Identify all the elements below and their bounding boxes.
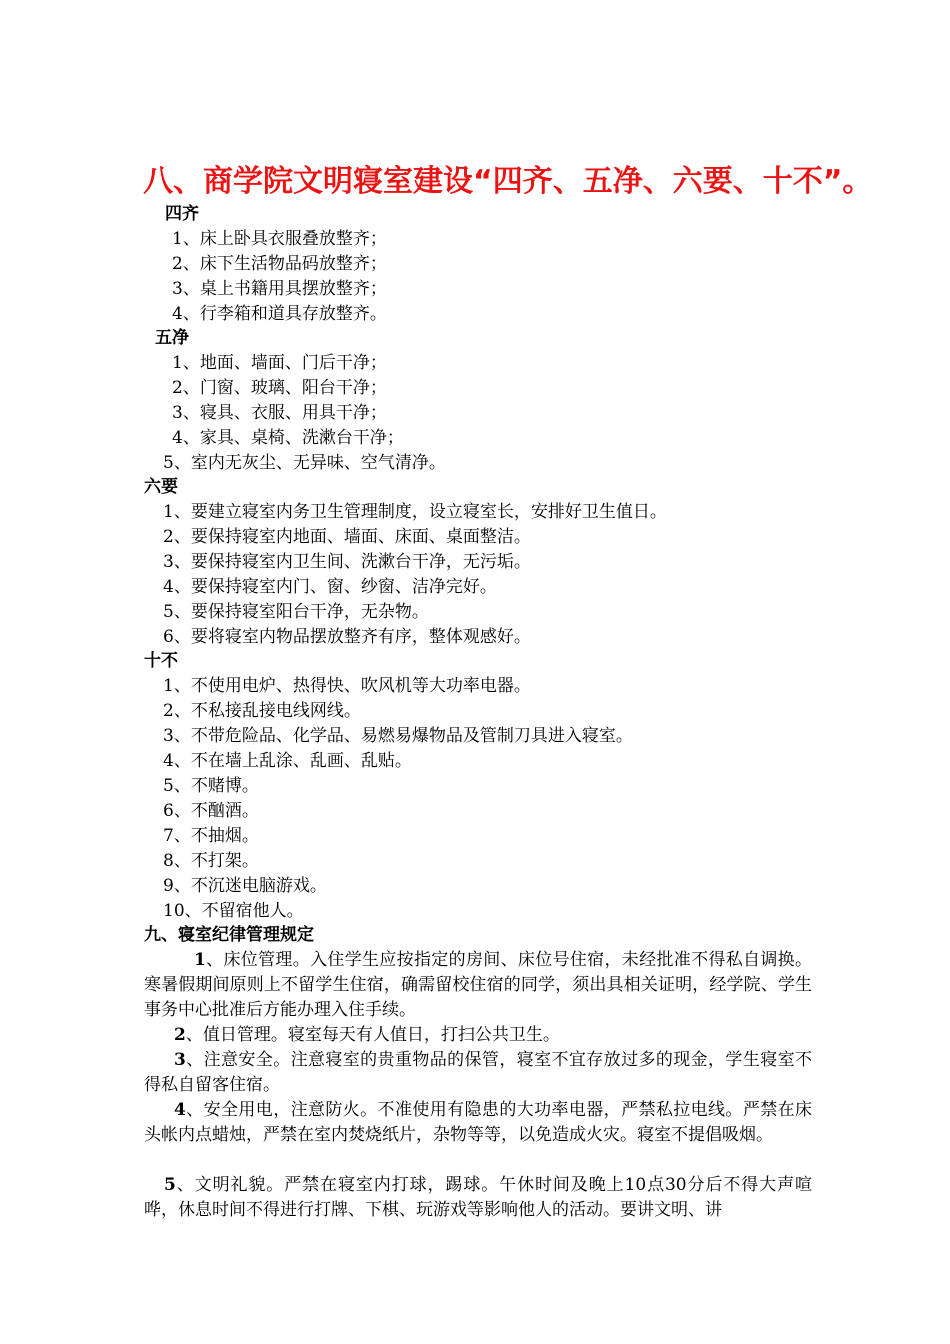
paragraph-text: 、注意安全。注意寝室的贵重物品的保管，寝室不宜存放过多的现金，学生寝室不得私自留客住宿。 bbox=[144, 1050, 812, 1095]
paragraph-text: 、文明礼貌。严禁在寝室内打球，踢球。午休时间及晚上10点30分后不得大声喧哗，休息时间不得进行打牌、下棋、玩游戏等影响他人的活动。要讲文明、讲 bbox=[144, 1175, 812, 1220]
heading-wujing: 五净 bbox=[155, 328, 189, 348]
shibu-item-4: 4、不在墙上乱涂、乱画、乱贴。 bbox=[163, 751, 412, 771]
shibu-item-8: 8、不打架。 bbox=[163, 851, 259, 871]
paragraph-number: 1 bbox=[194, 950, 206, 970]
paragraph-text: 、值日管理。寝室每天有人值日，打扫公共卫生。 bbox=[185, 1025, 560, 1045]
section-nine-heading: 九、寝室纪律管理规定 bbox=[144, 925, 314, 945]
siqi-item-1: 1、床上卧具衣服叠放整齐； bbox=[172, 229, 387, 249]
paragraph-text: 、床位管理。入住学生应按指定的房间、床位号住宿，未经批准不得私自调换。寒暑假期间原则上不留学生住宿，确需留校住宿的同学，须出具相关证明，经学院、学生事务中心批准后方能办理入住手续。 bbox=[144, 950, 812, 1020]
liuyao-item-1: 1、要建立寝室内务卫生管理制度，设立寝室长，安排好卫生值日。 bbox=[163, 502, 667, 522]
discipline-paragraph-1 bbox=[144, 948, 812, 1023]
heading-liuyao: 六要 bbox=[144, 477, 178, 497]
liuyao-item-2: 2、要保持寝室内地面、墙面、床面、桌面整洁。 bbox=[163, 527, 531, 547]
discipline-paragraph-5 bbox=[144, 1173, 812, 1223]
liuyao-item-4: 4、要保持寝室内门、窗、纱窗、洁净完好。 bbox=[163, 577, 497, 597]
shibu-item-5: 5、不赌博。 bbox=[163, 776, 259, 796]
shibu-item-2: 2、不私接乱接电线网线。 bbox=[163, 701, 361, 721]
section-eight-title: 八、商学院文明寝室建设“四齐、五净、六要、十不”。 bbox=[143, 164, 873, 199]
paragraph-number: 3 bbox=[174, 1050, 186, 1070]
wujing-item-2: 2、门窗、玻璃、阳台干净； bbox=[172, 378, 387, 398]
shibu-item-9: 9、不沉迷电脑游戏。 bbox=[163, 876, 327, 896]
heading-siqi: 四齐 bbox=[165, 204, 199, 224]
wujing-item-3: 3、寝具、衣服、用具干净； bbox=[172, 403, 387, 423]
paragraph-number: 5 bbox=[164, 1175, 176, 1195]
wujing-item-4: 4、家具、桌椅、洗漱台干净； bbox=[172, 428, 404, 448]
siqi-item-2: 2、床下生活物品码放整齐； bbox=[172, 254, 387, 274]
discipline-paragraph-4 bbox=[144, 1098, 812, 1148]
siqi-item-3: 3、桌上书籍用具摆放整齐； bbox=[172, 279, 387, 299]
shibu-item-10: 10、不留宿他人。 bbox=[163, 901, 304, 921]
paragraph-number: 4 bbox=[174, 1100, 186, 1120]
wujing-item-1: 1、地面、墙面、门后干净； bbox=[172, 353, 387, 373]
shibu-item-1: 1、不使用电炉、热得快、吹风机等大功率电器。 bbox=[163, 676, 531, 696]
discipline-paragraph-2 bbox=[144, 1023, 812, 1048]
paragraph-text: 、安全用电，注意防火。不准使用有隐患的大功率电器，严禁私拉电线。严禁在床头帐内点蜡烛，严禁在室内焚烧纸片，杂物等等，以免造成火灾。寝室不提倡吸烟。 bbox=[144, 1100, 812, 1145]
siqi-item-4: 4、行李箱和道具存放整齐。 bbox=[172, 304, 387, 324]
shibu-item-7: 7、不抽烟。 bbox=[163, 826, 259, 846]
paragraph-number: 2 bbox=[174, 1025, 186, 1045]
heading-shibu: 十不 bbox=[144, 651, 178, 671]
liuyao-item-5: 5、要保持寝室阳台干净，无杂物。 bbox=[163, 602, 429, 622]
shibu-item-6: 6、不酗酒。 bbox=[163, 801, 259, 821]
shibu-item-3: 3、不带危险品、化学品、易燃易爆物品及管制刀具进入寝室。 bbox=[163, 726, 633, 746]
discipline-paragraph-3 bbox=[144, 1048, 812, 1098]
liuyao-item-6: 6、要将寝室内物品摆放整齐有序，整体观感好。 bbox=[163, 627, 531, 647]
wujing-item-5: 5、室内无灰尘、无异味、空气清净。 bbox=[163, 453, 446, 473]
liuyao-item-3: 3、要保持寝室内卫生间、洗漱台干净，无污垢。 bbox=[163, 552, 531, 572]
